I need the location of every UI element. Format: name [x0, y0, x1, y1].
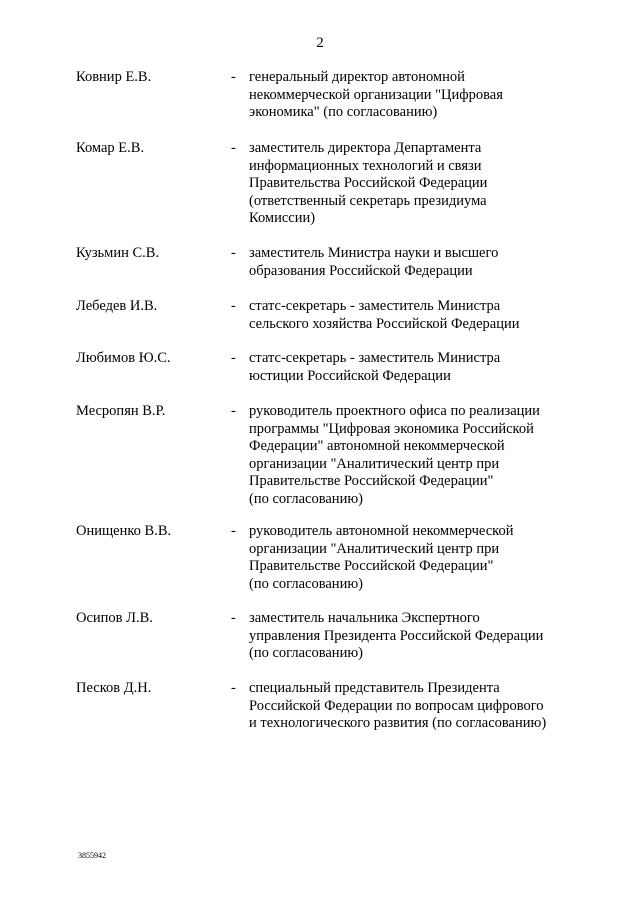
member-name: Песков Д.Н. [76, 680, 152, 696]
member-dash: - [231, 350, 236, 366]
member-position-line: Федерации" автономной некоммерческой [249, 438, 505, 454]
member-position-line: специальный представитель Президента [249, 680, 500, 696]
member-position-line: экономика" (по согласованию) [249, 104, 438, 120]
member-position [249, 610, 579, 663]
member-name: Осипов Л.В. [76, 610, 153, 626]
member-dash: - [231, 680, 236, 696]
member-dash: - [231, 403, 236, 419]
member-position [249, 298, 579, 333]
member-position-line: заместитель начальника Экспертного [249, 610, 480, 626]
member-position [249, 680, 579, 733]
member-position-line: (ответственный секретарь президиума [249, 192, 487, 209]
document-code: 3855942 [78, 851, 106, 860]
member-position-line: (по согласованию) [249, 575, 363, 592]
member-position [249, 403, 579, 508]
member-position-line: программы "Цифровая экономика Российской [249, 420, 534, 437]
member-position-line: и технологического развития (по согласованию) [249, 715, 547, 731]
member-position-line: статс-секретарь - заместитель Министра [249, 350, 501, 366]
member-dash: - [231, 523, 236, 539]
member-position-line: Правительства Российской Федерации [249, 175, 488, 191]
member-dash: - [231, 69, 236, 85]
member-position-line: управления Президента Российской Федерации [249, 627, 544, 644]
member-position-line: (по согласованию) [249, 490, 363, 507]
member-name: Комар Е.В. [76, 140, 145, 156]
member-position-line: Комиссии) [249, 210, 316, 226]
member-position [249, 69, 579, 122]
member-position-line: сельского хозяйства Российской Федерации [249, 315, 520, 332]
member-dash: - [231, 298, 236, 314]
member-position [249, 350, 579, 385]
member-position-line: Российской Федерации по вопросам цифрового [249, 697, 544, 714]
member-position [249, 245, 579, 280]
member-position [249, 523, 579, 593]
member-dash: - [231, 610, 236, 626]
member-position-line: Правительстве Российской Федерации" [249, 473, 494, 489]
member-position-line: генеральный директор автономной [249, 69, 465, 85]
member-dash: - [231, 140, 236, 156]
member-position-line: некоммерческой организации "Цифровая [249, 86, 503, 103]
member-position-line: информационных технологий и связи [249, 157, 482, 174]
member-name: Любимов Ю.С. [76, 350, 171, 366]
member-name: Месропян В.Р. [76, 403, 166, 419]
member-position-line: заместитель Министра науки и высшего [249, 245, 499, 261]
member-position-line: (по согласованию) [249, 645, 363, 661]
member-position-line: организации "Аналитический центр при [249, 540, 500, 557]
member-position-line: организации "Аналитический центр при [249, 455, 500, 472]
member-name: Лебедев И.В. [76, 298, 158, 314]
page-number: 2 [316, 35, 324, 51]
member-dash: - [231, 245, 236, 261]
member-position-line: образования Российской Федерации [249, 262, 473, 279]
member-position-line: юстиции Российской Федерации [249, 367, 451, 384]
member-position-line: руководитель автономной некоммерческой [249, 523, 514, 539]
member-position-line: руководитель проектного офиса по реализации [249, 403, 540, 419]
member-position-line: заместитель директора Департамента [249, 140, 482, 156]
member-position-line: Правительстве Российской Федерации" [249, 558, 494, 574]
member-name: Кузьмин С.В. [76, 245, 160, 261]
member-name: Ковнир Е.В. [76, 69, 152, 85]
member-position [249, 140, 579, 228]
member-position-line: статс-секретарь - заместитель Министра [249, 298, 501, 314]
member-name: Онищенко В.В. [76, 523, 172, 539]
